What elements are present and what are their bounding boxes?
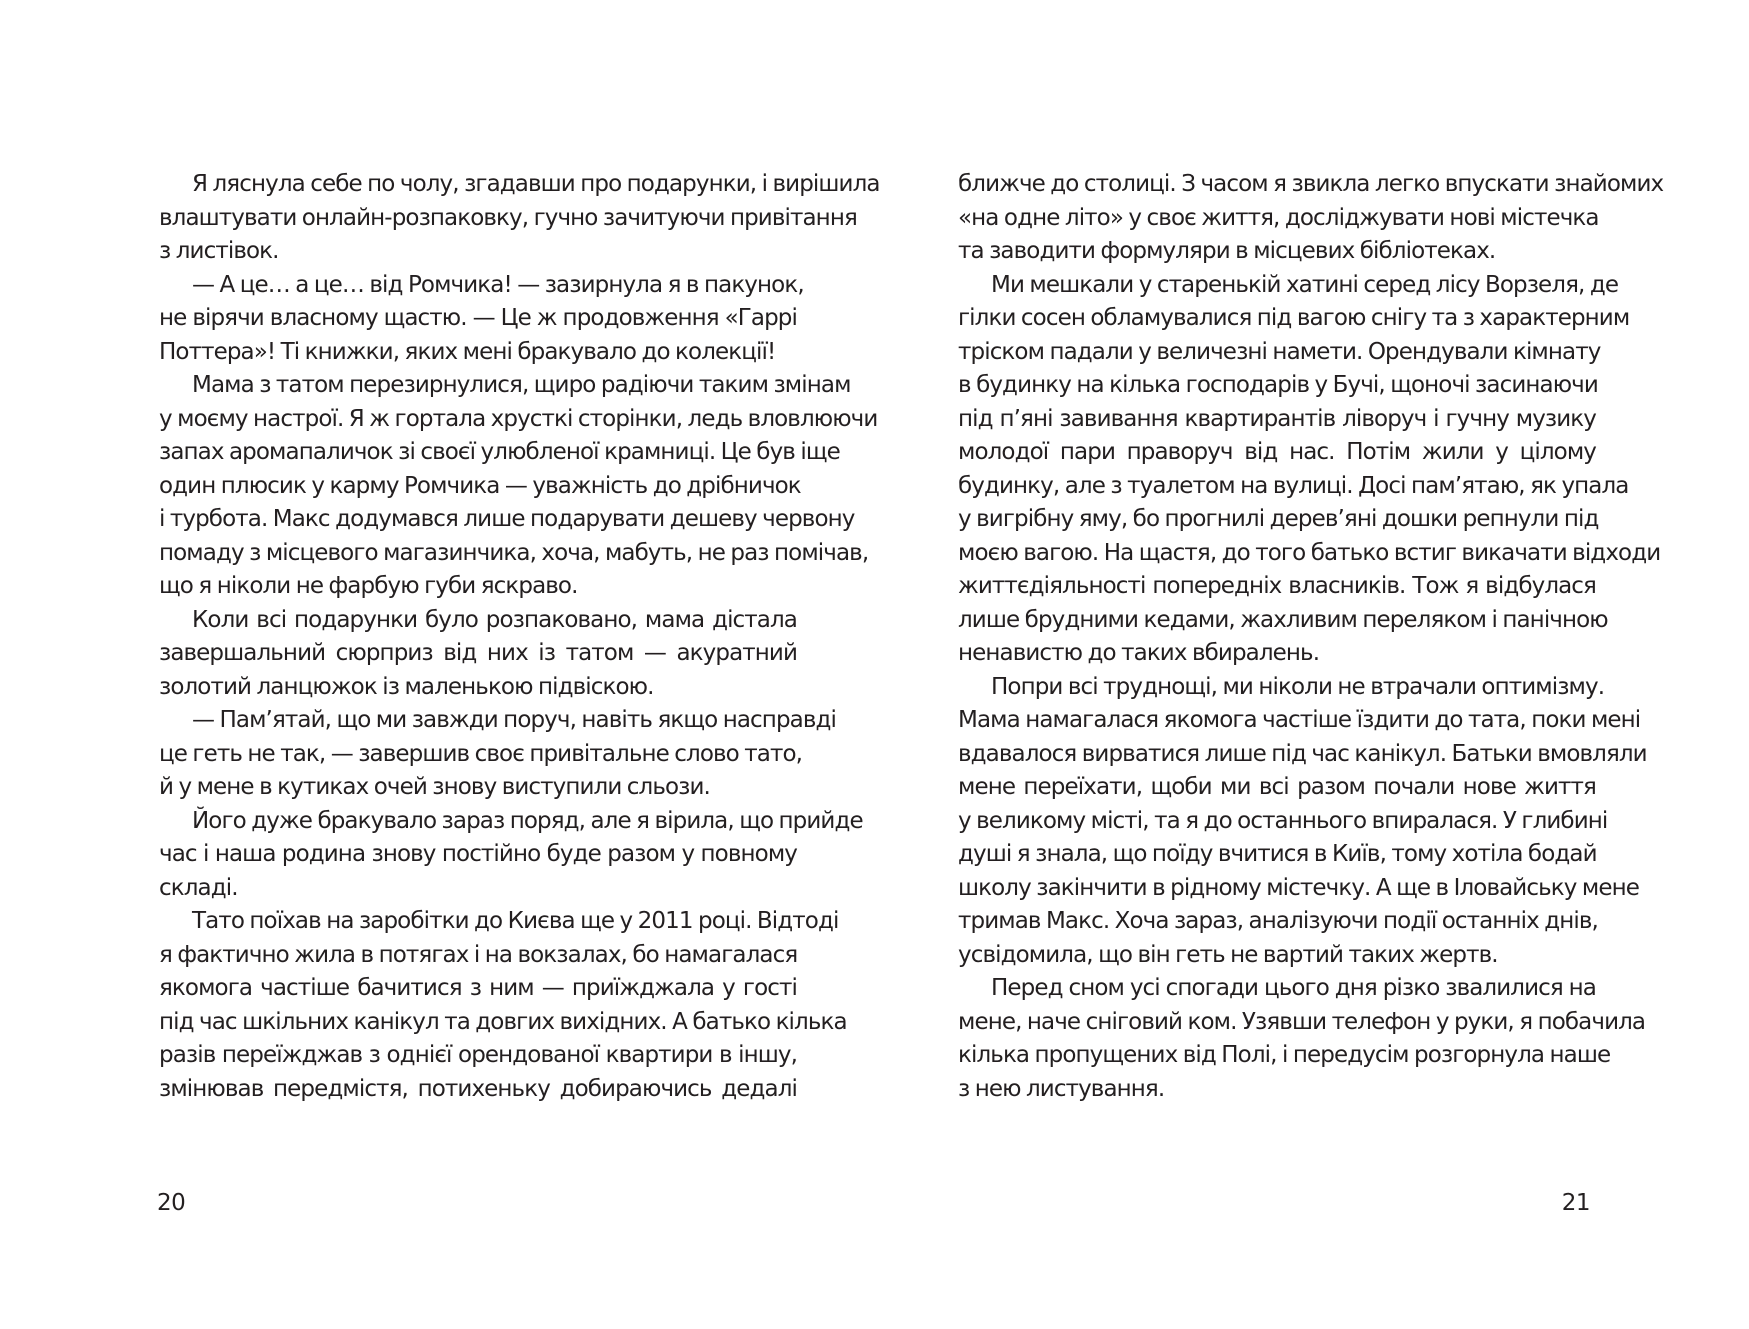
right-page-text [958,168,1664,1106]
text-line: школу закінчити в рідному містечку. А ще в Іловайську мене [958,874,1639,901]
text-line: тримав Макс. Хоча зараз, аналізуючи події останніх днів, [958,908,1598,934]
text-line: будинку, але з туалетом на вулиці. Досі пам’ятаю, як упала [958,472,1629,499]
text-line: в будинку на кілька господарів у Бучі, щоночі засинаючи [958,372,1598,398]
page-number: 20 [157,1190,186,1216]
text-line: що я ніколи не фарбую губи яскраво. [159,573,578,599]
text-line: Я ляснула себе по чолу, згадавши про подарунки, і вирішила [192,171,880,197]
text-line: — А це… а це… від Ромчика! — зазирнула я в пакунок, [192,271,804,298]
text-line: й у мене в кутиках очей знову виступили сльози. [159,774,710,800]
text-line: тріском падали у величезні намети. Орендували кімнату [958,338,1601,365]
text-line: лише брудними кедами, жахливим переляком і панічною [958,606,1608,633]
text-line: Мама намагалася якомога частіше їздити до тата, поки мені [958,707,1641,733]
text-line: час і наша родина знову постійно буде разом у повному [159,841,797,867]
text-line: мене переїхати, щоби ми всі разом почали нове життя [958,774,1596,800]
text-line: Поттера»! Ті книжки, яких мені бракувало до колекції! [159,338,776,365]
text-line: молодої пари праворуч від нас. Потім жили у цілому [958,439,1596,465]
text-line: золотий ланцюжок із маленькою підвіскою. [159,673,654,700]
text-line: Попри всі труднощі, ми ніколи не втрачали оптимізму. [991,673,1605,700]
text-line: це геть не так, — завершив своє привітальне слово тато, [159,740,803,767]
text-line: вдавалося вирватися лише під час канікул. Батьки вмовляли [958,740,1647,767]
text-line: якомога частіше бачитися з ним — приїжджала у гості [159,975,797,1001]
text-line: душі я знала, що поїду вчитися в Київ, тому хотіла бодай [958,841,1597,867]
text-line: Ми мешкали у старенькій хатині серед лісу Ворзеля, де [991,271,1619,298]
text-line: ненавистю до таких вбиралень. [958,640,1320,666]
text-line: з нею листування. [958,1075,1165,1102]
text-line: я фактично жила в потягах і на вокзалах, бо намагалася [159,941,798,968]
text-line: запах аромапаличок зі своєї улюбленої крамниці. Це був іще [159,439,840,465]
text-line: з листівок. [159,238,279,264]
text-line: гілки сосен обламувалися під вагою снігу та з характерним [958,305,1630,331]
text-line: під п’яні завивання квартирантів ліворуч і гучну музику [958,405,1596,432]
text-line: моєю вагою. На щастя, до того батько встиг викачати відходи [958,539,1661,566]
text-line: кілька пропущених від Полі, і передусім розгорнула наше [958,1042,1611,1068]
text-line: життєдіяльності попередніх власників. Тож я відбулася [958,573,1596,599]
text-line: і турбота. Макс додумався лише подарувати дешеву червону [159,506,855,532]
text-line: Коли всі подарунки було розпаковано, мама дістала [192,606,797,633]
text-line: «на одне літо» у своє життя, досліджувати нові містечка [958,204,1599,231]
text-line: завершальний сюрприз від них із татом — акуратний [159,640,797,666]
text-line: ближче до столиці. З часом я звикла легко впускати знайомих [958,171,1664,197]
text-line: разів переїжджав з однієї орендованої квартири в іншу, [159,1042,797,1068]
text-line: під час шкільних канікул та довгих вихідних. А батько кілька [159,1008,847,1035]
text-line: — Пам’ятай, що ми завжди поруч, навіть якщо насправді [192,707,836,733]
text-line: мене, наче сніговий ком. Узявши телефон у руки, я побачила [958,1008,1646,1035]
text-line: влаштувати онлайн-розпаковку, гучно зачитуючи привітання [159,204,857,231]
text-line: Його дуже бракувало зараз поряд, але я вірила, що прийде [192,807,863,834]
text-line: складі. [159,874,238,901]
text-line: Тато поїхав на заробітки до Києва ще у 2011 році. Відтоді [192,908,839,934]
page-number: 21 [1561,1190,1590,1216]
text-line: не вірячи власному щастю. — Це ж продовження «Гаррі [159,305,797,331]
text-line: усвідомила, що він геть не вартий таких жертв. [958,941,1498,968]
text-line: у вигрібну яму, бо прогнилі дерев’яні дошки репнули під [958,506,1599,532]
text-line: помаду з місцевого магазинчика, хоча, мабуть, не раз помічав, [159,539,869,566]
text-line: у великому місті, та я до останнього впиралася. У глибині [958,807,1608,834]
text-line: один плюсик у карму Ромчика — уважність до дрібничок [159,472,801,499]
right-page [874,0,1748,1329]
text-line: та заводити формуляри в місцевих бібліотеках. [958,238,1496,264]
text-line: Перед сном усі спогади цього дня різко звалилися на [991,975,1596,1001]
text-line: Мама з татом перезирнулися, щиро радіючи таким змінам [192,372,851,398]
left-page-text [159,168,880,1106]
text-line: змінював передмістя, потихеньку добираючись дедалі [159,1075,797,1102]
text-line: у моєму настрої. Я ж гортала хрусткі сторінки, ледь вловлюючи [159,405,878,432]
